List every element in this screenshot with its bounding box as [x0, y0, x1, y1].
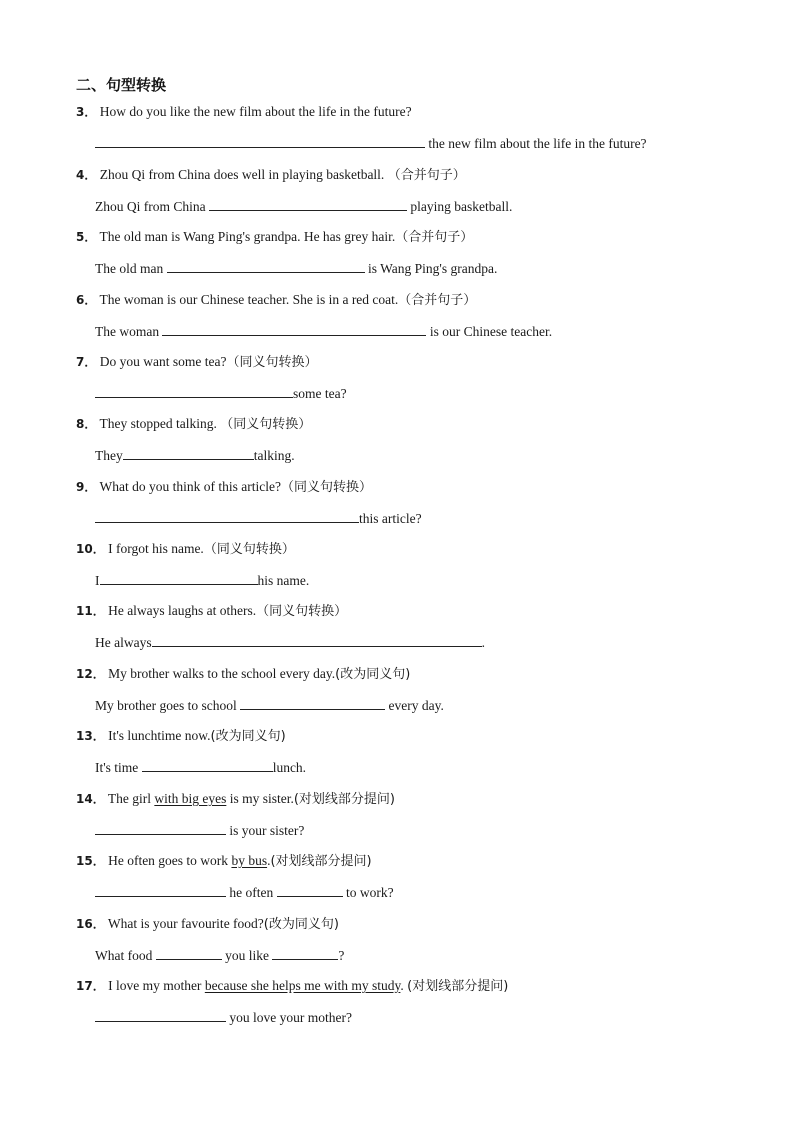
instruction-text: (对划线部分提问) — [270, 854, 372, 869]
question-text: The old man is Wang Ping's grandpa. He has grey hair. — [99, 229, 396, 244]
instruction-text: （同义句转换） — [256, 604, 348, 619]
question-number: 7． — [76, 355, 97, 369]
question-number: 11． — [76, 604, 105, 618]
question-number: 12． — [76, 667, 105, 681]
answer-15 — [95, 882, 394, 903]
answer-text: the new film about the life in the future? — [425, 136, 647, 151]
question-4 — [76, 165, 466, 186]
instruction-text: （合并句子） — [398, 293, 477, 308]
question-9 — [76, 477, 372, 498]
answer-blank[interactable] — [142, 757, 273, 772]
answer-blank[interactable] — [95, 820, 226, 835]
answer-text: talking. — [253, 448, 295, 463]
section-title: 二、句型转换 — [76, 76, 167, 94]
answer-blank[interactable] — [209, 196, 407, 211]
answer-blank[interactable] — [272, 945, 338, 960]
answer-text: this article? — [359, 511, 422, 526]
answer-text: I — [95, 573, 100, 588]
question-11 — [76, 601, 347, 622]
answer-14 — [95, 820, 304, 841]
answer-3 — [95, 133, 647, 154]
answer-text: is Wang Ping's grandpa. — [364, 261, 498, 276]
question-14 — [76, 789, 395, 810]
answer-4 — [95, 196, 512, 217]
answer-blank[interactable] — [95, 508, 359, 523]
question-text: Zhou Qi from China does well in playing basketball. — [99, 167, 388, 182]
answer-text: It's time — [95, 760, 142, 775]
question-text: The girl — [107, 791, 155, 806]
answer-text: every day. — [385, 698, 444, 713]
question-number: 17． — [76, 979, 105, 993]
answer-text: He always — [95, 635, 152, 650]
question-number: 15． — [76, 854, 105, 868]
question-text: How do you like the new film about the life in the future? — [99, 104, 412, 119]
answer-16 — [95, 945, 344, 966]
question-7 — [76, 352, 317, 373]
question-text: What is your favourite food? — [107, 916, 264, 931]
answer-text: lunch. — [272, 760, 307, 775]
answer-blank[interactable] — [167, 258, 365, 273]
instruction-text: (改为同义句) — [210, 729, 286, 744]
question-text: is my sister. — [226, 791, 294, 806]
answer-text: to work? — [342, 885, 394, 900]
answer-blank[interactable] — [95, 882, 226, 897]
question-text: . — [400, 978, 408, 993]
answer-text: is our Chinese teacher. — [426, 324, 553, 339]
answer-text: My brother goes to school — [95, 698, 241, 713]
answer-13 — [95, 757, 306, 778]
instruction-text: (改为同义句) — [263, 917, 339, 932]
instruction-text: （同义句转换） — [226, 355, 318, 370]
question-12 — [76, 664, 410, 685]
underlined-part: with big eyes — [154, 791, 227, 806]
answer-blank[interactable] — [95, 133, 425, 148]
answer-10 — [95, 570, 309, 591]
answer-7 — [95, 383, 347, 404]
answer-text: . — [481, 635, 485, 650]
answer-text: you love your mother? — [226, 1010, 352, 1025]
answer-6 — [95, 321, 552, 342]
answer-text: you like — [221, 948, 273, 963]
answer-11 — [95, 632, 485, 653]
answer-8 — [95, 445, 295, 466]
answer-text: playing basketball. — [407, 199, 513, 214]
answer-17 — [95, 1007, 352, 1028]
question-number: 5． — [76, 230, 97, 244]
instruction-text: （合并句子） — [395, 230, 474, 245]
question-number: 3． — [76, 105, 97, 119]
question-8 — [76, 414, 311, 435]
answer-5 — [95, 258, 497, 279]
question-number: 16． — [76, 917, 105, 931]
question-number: 10． — [76, 542, 105, 556]
question-number: 8． — [76, 417, 97, 431]
answer-text: Zhou Qi from China — [95, 199, 209, 214]
question-17 — [76, 976, 508, 997]
question-16 — [76, 914, 339, 935]
instruction-text: （合并句子） — [387, 168, 466, 183]
answer-text: They — [95, 448, 123, 463]
answer-12 — [95, 695, 444, 716]
instruction-text: (对划线部分提问) — [407, 979, 509, 994]
answer-blank[interactable] — [277, 882, 343, 897]
answer-text: ? — [338, 948, 345, 963]
answer-text: is your sister? — [226, 823, 305, 838]
answer-text: some tea? — [293, 386, 347, 401]
instruction-text: （同义句转换） — [220, 417, 312, 432]
question-text: I forgot his name. — [108, 541, 204, 556]
question-3 — [76, 102, 412, 122]
question-15 — [76, 851, 372, 872]
question-number: 14． — [76, 792, 105, 806]
question-text: He always laughs at others. — [108, 603, 257, 618]
underlined-part: because she helps me with my study — [204, 978, 401, 993]
instruction-text: （同义句转换） — [280, 480, 372, 495]
question-6 — [76, 290, 476, 311]
question-text: What do you think of this article? — [99, 479, 281, 494]
question-text: I love my mother — [108, 978, 205, 993]
answer-text: The old man — [95, 261, 167, 276]
answer-9 — [95, 508, 422, 529]
question-text: Do you want some tea? — [99, 354, 227, 369]
question-number: 6． — [76, 293, 97, 307]
instruction-text: (改为同义句) — [335, 667, 411, 682]
answer-blank[interactable] — [152, 632, 482, 647]
answer-text: his name. — [257, 573, 310, 588]
answer-blank[interactable] — [95, 383, 293, 398]
answer-text: The woman — [95, 324, 163, 339]
question-text: The woman is our Chinese teacher. She is in a red coat. — [99, 292, 399, 307]
question-13 — [76, 726, 286, 747]
answer-blank[interactable] — [156, 945, 222, 960]
underlined-part: by bus — [231, 853, 268, 868]
question-10 — [76, 539, 295, 560]
question-text: It's lunchtime now. — [108, 728, 211, 743]
answer-blank[interactable] — [100, 570, 258, 585]
answer-blank[interactable] — [123, 445, 254, 460]
question-text: My brother walks to the school every day. — [108, 666, 336, 681]
answer-text: he often — [226, 885, 277, 900]
question-text: He often goes to work — [108, 853, 232, 868]
answer-blank[interactable] — [95, 1007, 226, 1022]
answer-blank[interactable] — [240, 695, 385, 710]
question-number: 9． — [76, 480, 97, 494]
instruction-text: (对划线部分提问) — [293, 792, 396, 807]
answer-text: What food — [95, 948, 156, 963]
question-text: They stopped talking. — [99, 416, 221, 431]
question-text: . — [267, 853, 271, 868]
question-number: 13． — [76, 729, 105, 743]
question-number: 4． — [76, 168, 97, 182]
question-5 — [76, 227, 473, 248]
instruction-text: （同义句转换） — [203, 542, 295, 557]
answer-blank[interactable] — [162, 321, 426, 336]
